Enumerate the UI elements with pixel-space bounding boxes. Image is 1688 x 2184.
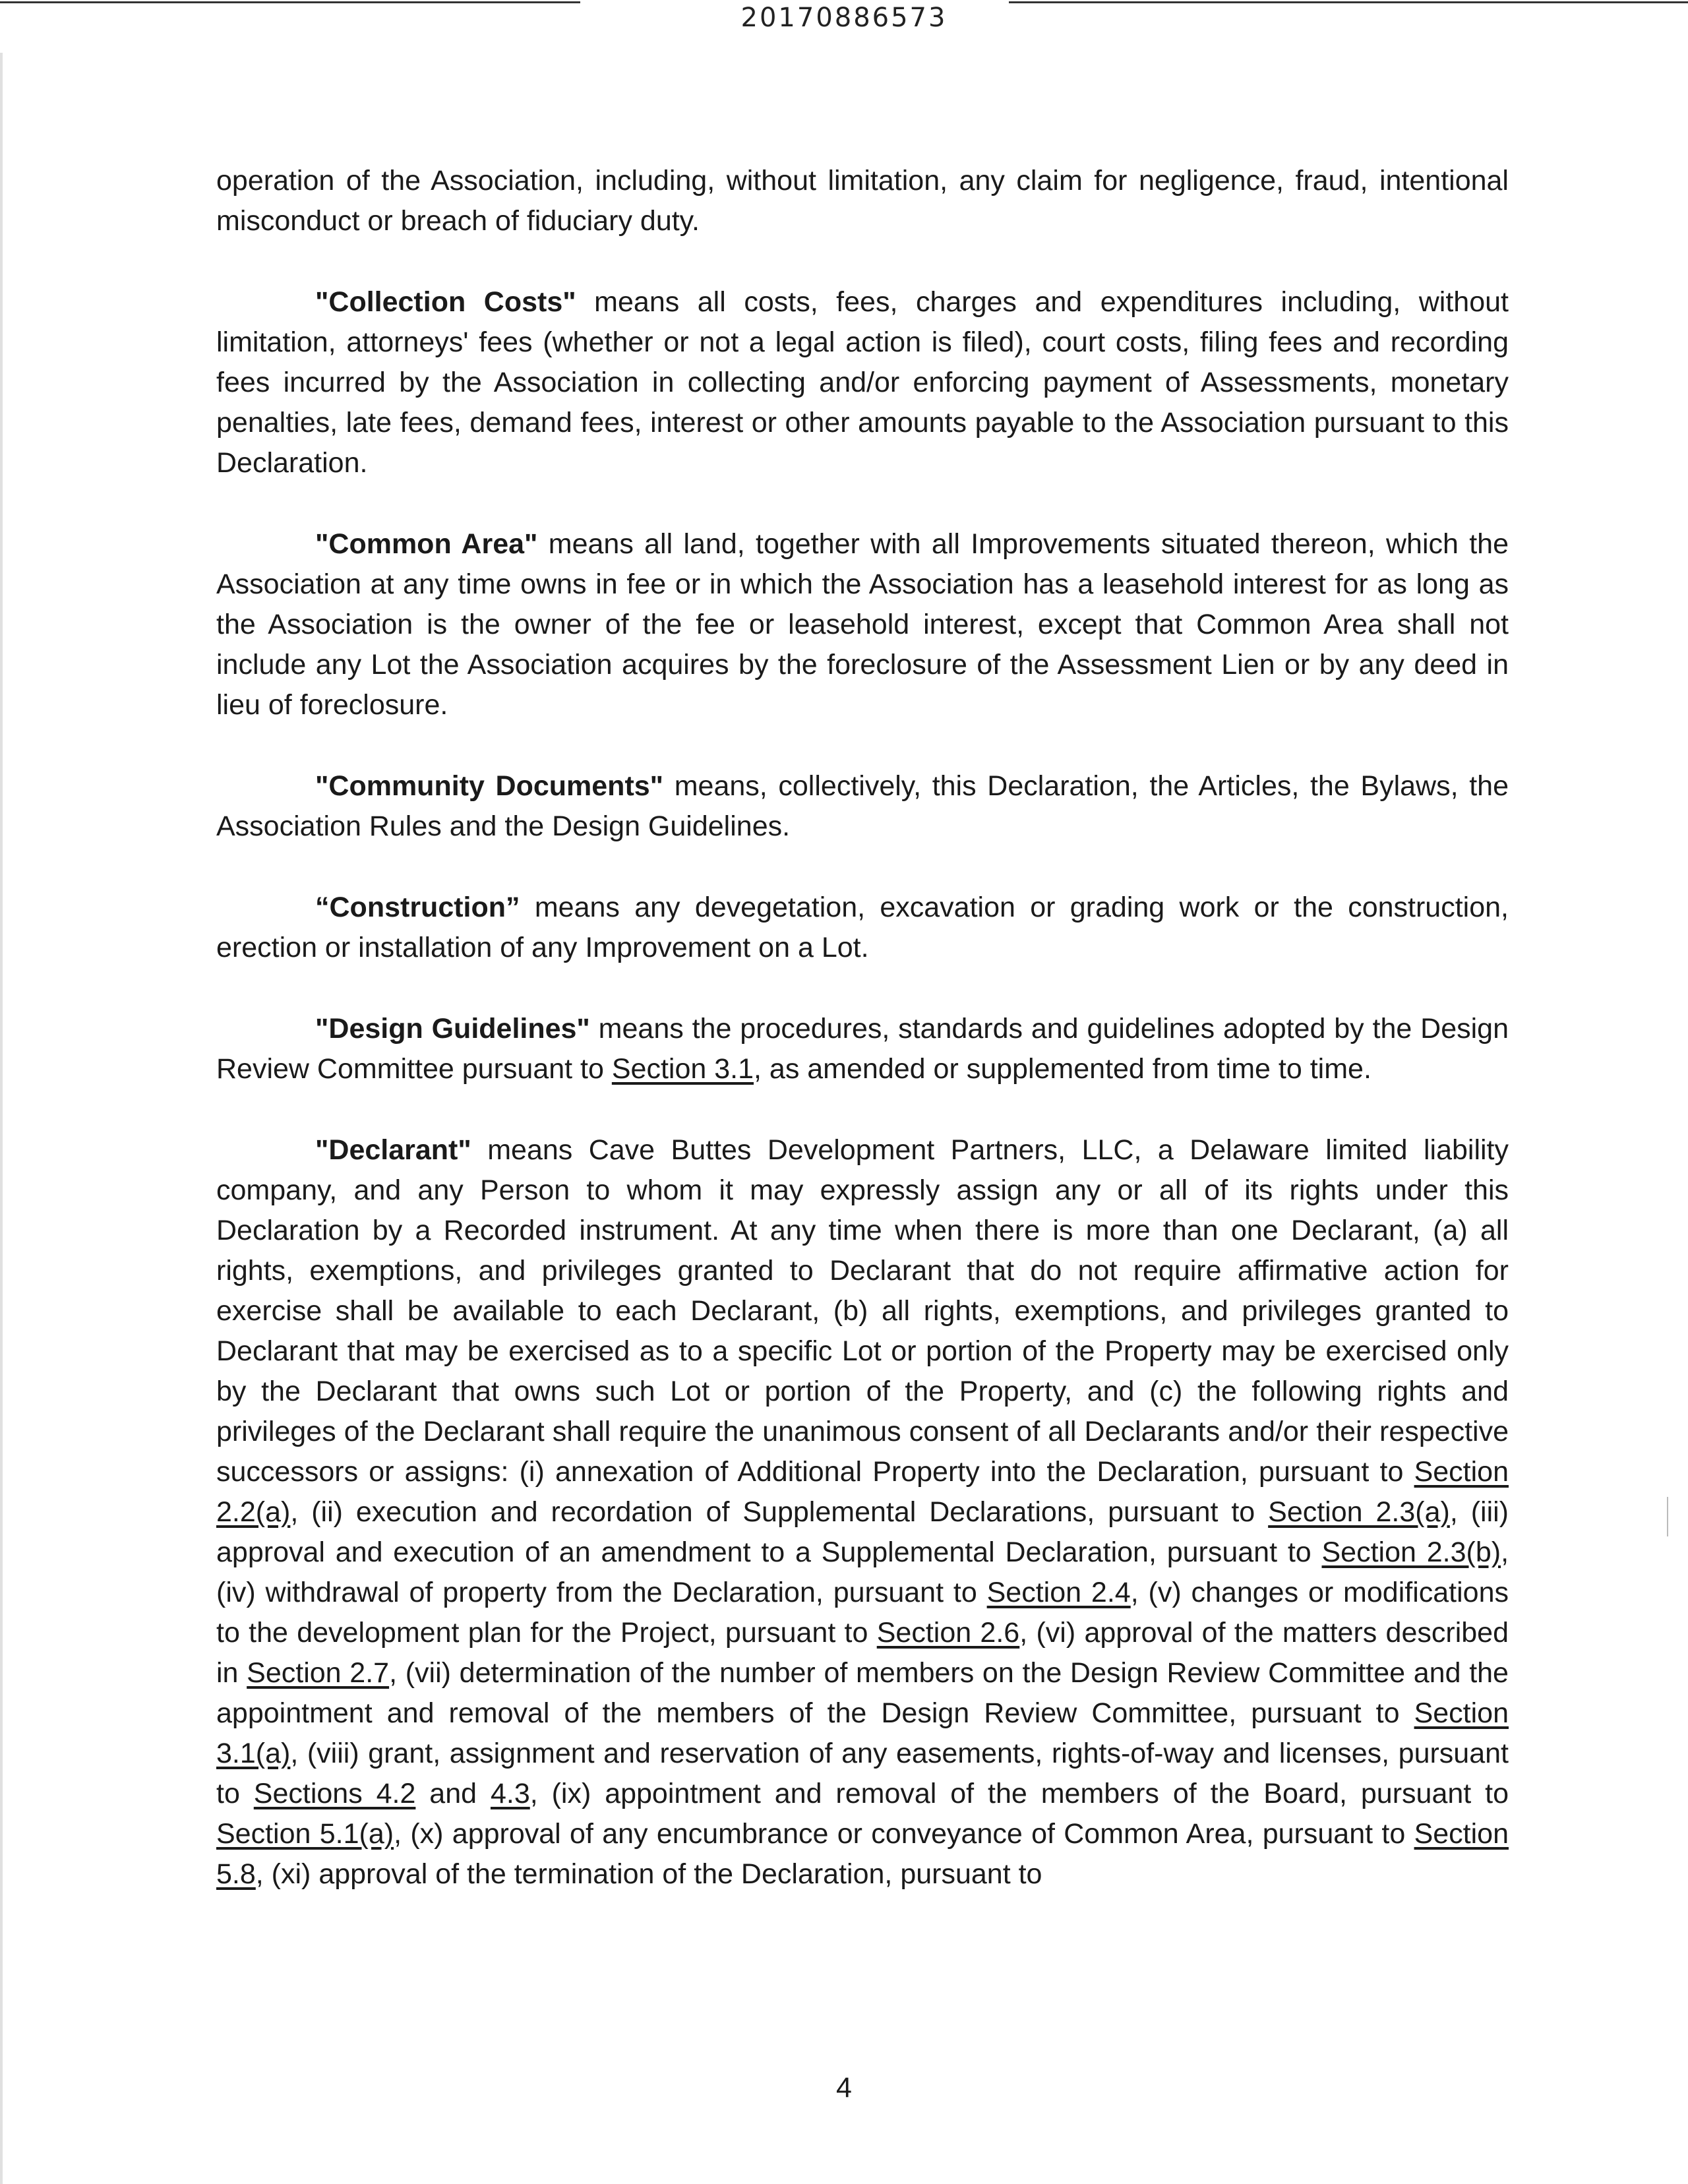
defined-term: "Design Guidelines" [315,1013,590,1045]
section-reference: 4.3 [490,1778,530,1809]
definition-text: , (xi) approval of the termination of the Declaration, pursuant to [255,1858,1042,1890]
definition-text: means all land, together with all Improvements situated thereon, which the Association at any time owns in fee or in which the Association has a leasehold interest for as long as the Association is the owner of the fee or leasehold interest, except that Common Area shall not include any Lot the Association acquires by the foreclosure of the Assessment Lien or by any deed in lieu of foreclosure. [216,528,1509,721]
definition-text: means Cave Buttes Development Partners, LLC, a Delaware limited liability company, and any Person to whom it may expressly assign any or all of its rights under this Declaration by a Recorded instrument. At any time when there is more than one Declarant, (a) all rights, exemptions, and privileges granted to Declarant that do not require affirmative action for exercise shall be available to each Declarant, (b) all rights, exemptions, and privileges granted to Declarant that may be exercised as to a specific Lot or portion of the Property may be exercised only by the Declarant that owns such Lot or portion of the Property, and (c) the following rights and privileges of the Declarant shall require the unanimous consent of all Declarants and/or their respective successors or assigns: (i) annexation of Additional Property into the Declaration, pursuant to [216,1134,1509,1488]
scan-edge [0,53,3,2184]
document-number: 20170886573 [740,3,948,33]
definition-declarant [216,1130,1509,1895]
definition-community-documents [216,766,1509,847]
definition-common-area [216,524,1509,725]
section-reference: Section 3.1 [611,1053,754,1085]
definition-text: means the procedures, standards and guidelines adopted by the Design Review Committee pursuant to [216,1013,1509,1085]
definition-text: , (vii) determination of the number of members on the Design Review Committee and the appointment and removal of the members of the Design Review Committee, pursuant to [216,1657,1509,1729]
definition-text: , (viii) grant, assignment and reservation of any easements, rights-of-way and licenses, pursuant to [216,1738,1509,1809]
section-reference: Section 2.7 [247,1657,390,1689]
defined-term: "Common Area" [315,528,538,560]
definition-text: means, collectively, this Declaration, the Articles, the Bylaws, the Association Rules and the Design Guidelines. [216,770,1509,842]
definition-design-guidelines [216,1009,1509,1089]
section-reference: Sections 4.2 [253,1778,416,1809]
definition-text: means any devegetation, excavation or grading work or the construction, erection or installation of any Improvement on a Lot. [216,892,1509,963]
section-reference: Section 3.1(a) [216,1697,1509,1769]
section-reference: Section 2.6 [876,1617,1020,1649]
section-reference: Section 2.3(a) [1268,1496,1450,1528]
definition-text: and [415,1778,491,1809]
section-reference: Section 2.3(b) [1321,1536,1501,1568]
paragraph-continuation: operation of the Association, including, without limitation, any claim for negligence, fraud, intentional misconduct or breach of fiduciary duty. [216,165,1509,237]
defined-term: "Declarant" [315,1134,471,1166]
section-reference: Section 2.4 [986,1577,1131,1608]
definition-construction [216,888,1509,968]
defined-term: "Community Documents" [315,770,664,802]
definition-collection-costs [216,282,1509,483]
section-reference: Section 5.8 [216,1818,1509,1890]
section-reference: Section 2.2(a) [216,1456,1509,1528]
section-reference: Section 5.1(a) [216,1818,394,1850]
defined-term: "Collection Costs" [315,286,576,318]
margin-mark [1667,1497,1668,1536]
definition-text: , (iii) approval and execution of an amendment to a Supplemental Declaration, pursuant to [216,1496,1509,1568]
definition-text: , (iv) withdrawal of property from the Declaration, pursuant to [216,1536,1509,1608]
document-body [216,161,1509,1935]
definition-text: , (ii) execution and recordation of Supplemental Declarations, pursuant to [290,1496,1269,1528]
definition-text: means all costs, fees, charges and expenditures including, without limitation, attorneys' fees (whether or not a legal action is filed), court costs, filing fees and recording fees incurred by the Association in collecting and/or enforcing payment of Assessments, monetary penalties, late fees, demand fees, interest or other amounts payable to the Association pursuant to this Declaration. [216,286,1509,479]
definition-text: , (x) approval of any encumbrance or conveyance of Common Area, pursuant to [394,1818,1414,1850]
definition-text: , (vi) approval of the matters described in [216,1617,1509,1689]
definition-text: , (ix) appointment and removal of the members of the Board, pursuant to [529,1778,1509,1809]
page-number: 4 [836,2072,852,2104]
defined-term: “Construction” [315,892,520,923]
definition-text: , (v) changes or modifications to the development plan for the Project, pursuant to [216,1577,1509,1649]
definition-text: , as amended or supplemented from time to time. [754,1053,1372,1085]
